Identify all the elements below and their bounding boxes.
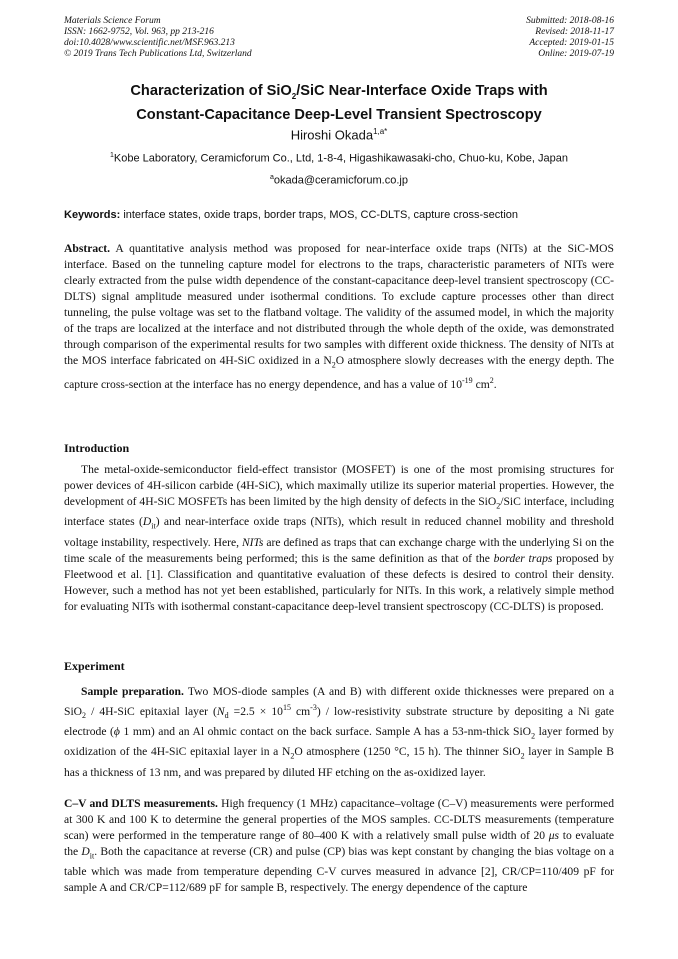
author-email[interactable]: $^a$okada@ceramicforum.co.jp [270,174,408,187]
journal-doi[interactable]: doi:10.4028/www.scientific.net/MSF.963.213 [64,38,235,48]
section-title-introduction: Introduction [64,441,130,455]
introduction-paragraph: The metal-oxide-semiconductor field-effect transistor (MOSFET) is one of the most promising structures for power devices of 4H-silicon carbide (4H-SiC), which maximally utilize its superior material properties. However, the development of 4H-SiC MOSFETs has been limited by the high density of defects in the SiO$_2$/SiC interface, including interface states $(D_{it})$ and near-interface oxide traps (NITs), which result in reduced channel mobility and threshold voltage instability, respectively. Here, NITs are defined as traps that can exchange charge with the underlying Si on the time scale of the measurements being performed; this is the same definition as that of the border traps proposed by Fleetwood et al. [1]. Classification and quantitative evaluation of these defects is desired to control their density. However, such a method has not yet been established, particularly for NITs. In this work, a relatively simple method for evaluating NITs with isothermal constant-capacitance deep-level transient spectroscopy (CC-DLTS) is proposed. [64,463,615,613]
date-accepted: Accepted: 2019-01-15 [529,38,614,48]
journal-name: Materials Science Forum [64,16,161,26]
journal-info [64,16,252,60]
section-title-experiment: Experiment [64,659,125,673]
journal-copyright: © 2019 Trans Tech Publications Ltd, Switzerland [64,49,252,59]
affiliation: $^1$Kobe Laboratory, Ceramicforum Co., Ltd, 1-8-4, Higashikawasaki-cho, Chuo-ku, Kobe, Japan [110,152,568,165]
cv-dlts-paragraph: C–V and DLTS measurements. High frequency (1 MHz) capacitance–voltage (C–V) measurements were performed at 300 K and 100 K to determine the general properties of the MOS samples. CC-DLTS measurements (temperature scan) were performed in the temperature range of 80–400 K with a relatively small pulse width of 20 μs to evaluate the $D_{it}$. Both the capacitance at reverse (CR) and pulse (CP) bias was kept constant by changing the bias voltage on a table which was made from temperature depending C-V curves measured in advance [2], CR/CP=110/409 pF for sample A and CR/CP=112/689 pF for sample B, respectively. The energy dependence of the capture [64,797,615,895]
sample-preparation-paragraph: Sample preparation. Two MOS-diode samples (A and B) with different oxide thicknesses were prepared on a SiO$_2$ / 4H-SiC epitaxial layer ($N_d =2.5 \times 10^{15}$ $cm^{-3}$) / low-resistivity substrate structure by depositing a Ni gate electrode (ϕ 1 mm) and an Al ohmic contact on the back surface. Sample A has a 53-nm-thick SiO$_2$ layer formed by oxidization of the 4H-SiC epitaxial layer in a $N_2O$ atmosphere (1250 °C, 15 h). The thinner SiO$_2$ layer in Sample B has a thickness of 13 nm, and was prepared by diluted HF etching on the as-oxidized layer. [64,685,615,779]
abstract: Abstract. A quantitative analysis method was proposed for near-interface oxide traps (NITs) at the SiC-MOS interface. Based on the tunneling capture model for electrons to the traps, characteristic parameters of NITs were clearly extracted from the pulse width dependence of the constant-capacitance deep-level transient spectroscopy (CC-DLTS) signal amplitude measured under isothermal conditions. To exclude capture processes other than direct tunneling, the pulse voltage was set to the flatband voltage. The validity of the assumed model, in which the majority of the traps are localized at the interface and not distributed through the whole depth of the oxide, was demonstrated through comparison of the experimental results for two samples with different oxide thickness. The density of NITs at the MOS interface fabricated on 4H-SiC oxidized in a $N_2O$ atmosphere slowly decreases with the energy depth. The capture cross-section at the interface has no energy dependence, and has a value of $10^{-19}$ $cm^2$. [64,242,614,392]
journal-issn: ISSN: 1662-9752, Vol. 963, pp 213-216 [64,27,214,37]
author: Hiroshi Okada$^{1,a*}$ [290,127,388,143]
keywords: Keywords: interface states, oxide traps, border traps, MOS, CC-DLTS, capture cross-section [64,209,519,221]
paper-title: Characterization of SiO$_2$/SiC Near-Interface Oxide Traps with Constant-Capacitance Deep-Level Transient Spectroscopy [130,83,548,123]
date-online: Online: 2019-07-19 [538,49,614,59]
date-submitted: Submitted: 2018-08-16 [526,16,614,26]
publication-dates [526,16,614,60]
date-revised: Revised: 2018-11-17 [535,27,614,37]
